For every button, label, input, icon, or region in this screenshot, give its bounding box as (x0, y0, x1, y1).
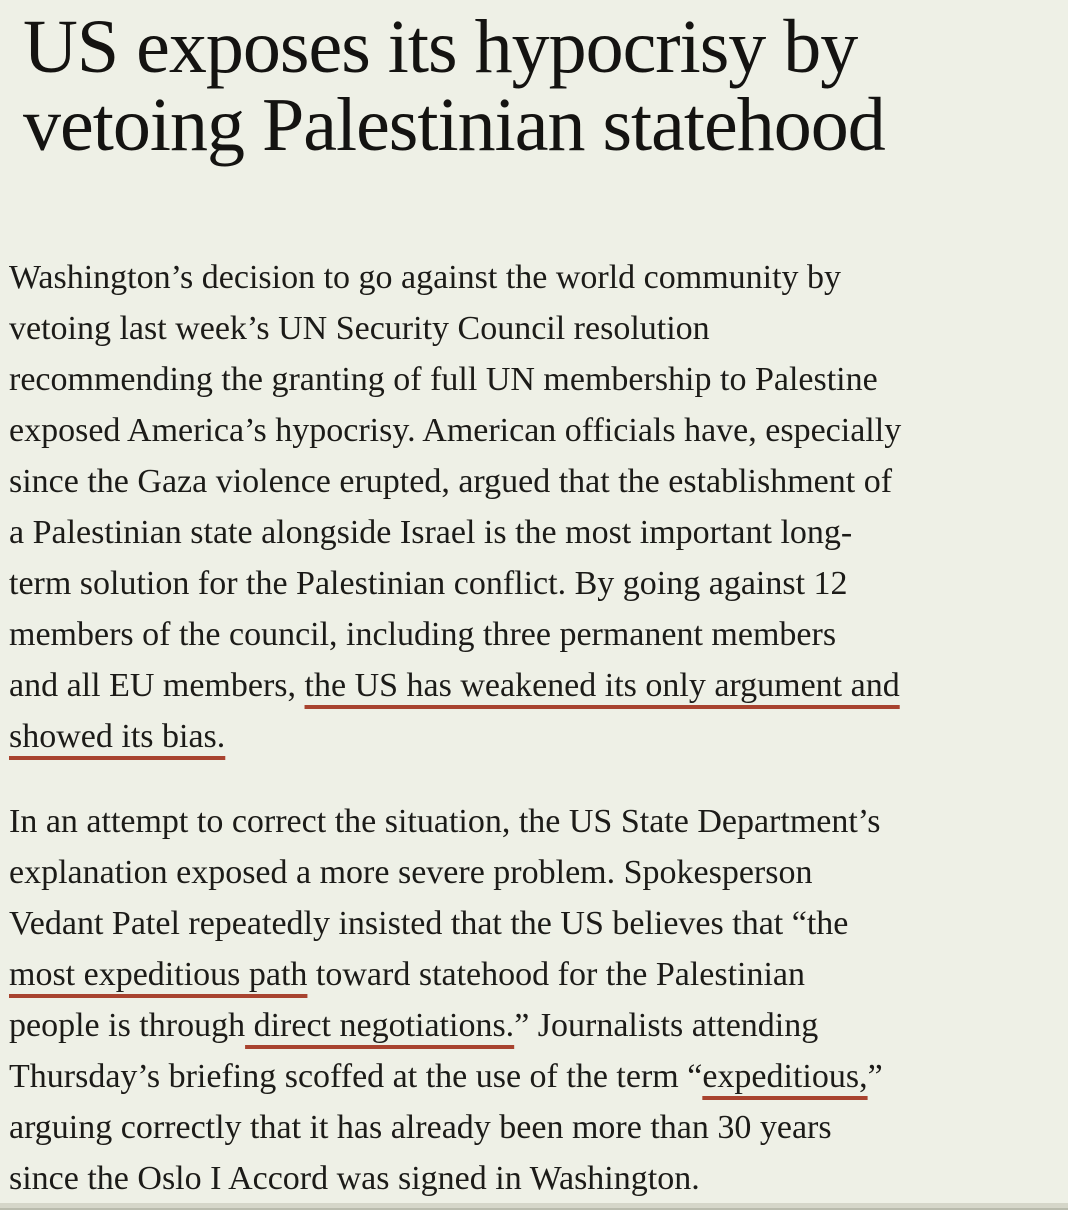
paragraph-text: explanation exposed a more severe problem. Spokesperson (9, 854, 813, 891)
inline-link[interactable]: most expeditious path (9, 956, 308, 993)
paragraph-text: members of the council, including three permanent members (9, 616, 837, 653)
paragraph-text: recommending the granting of full UN membership to Palestine (9, 361, 878, 398)
paragraph-text: exposed America’s hypocrisy. American officials have, especially (9, 412, 902, 449)
paragraph-text: people is through (9, 1007, 246, 1044)
paragraph-text: Vedant Patel repeatedly insisted that the US believes that “the (9, 905, 849, 942)
paragraph-text: Washington’s decision to go against the world community by (9, 259, 842, 296)
article-headline: US exposes its hypocrisy by vetoing Palestinian statehood (23, 5, 885, 167)
paragraph-text: term solution for the Palestinian conflict. By going against 12 (9, 565, 848, 602)
paragraph-text: ” Journalists attending (514, 1007, 819, 1044)
article-paragraph-2 (9, 796, 1059, 1204)
inline-link[interactable]: direct negotiations. (245, 1007, 515, 1044)
inline-link[interactable]: expeditious, (702, 1058, 868, 1095)
paragraph-text: arguing correctly that it has already been more than 30 years (9, 1109, 832, 1146)
paragraph-text: since the Gaza violence erupted, argued that the establishment of (9, 463, 893, 500)
paragraph-text: In an attempt to correct the situation, the US State Department’s (9, 803, 881, 840)
article-paragraph-1 (9, 252, 1059, 762)
paragraph-text: a Palestinian state alongside Israel is the most important long- (9, 514, 853, 551)
inline-link[interactable]: the US has weakened its only argument and (304, 667, 900, 704)
inline-link[interactable]: showed its bias. (9, 718, 226, 755)
paragraph-text: toward statehood for the Palestinian (307, 956, 806, 993)
page-bottom-edge (0, 1203, 1068, 1210)
paragraph-text: ” (867, 1058, 883, 1095)
paragraph-text: Thursday’s briefing scoffed at the use of the term “ (9, 1058, 703, 1095)
paragraph-text: vetoing last week’s UN Security Council resolution (9, 310, 710, 347)
paragraph-text: since the Oslo I Accord was signed in Washington. (9, 1160, 700, 1197)
paragraph-text: and all EU members, (9, 667, 305, 704)
